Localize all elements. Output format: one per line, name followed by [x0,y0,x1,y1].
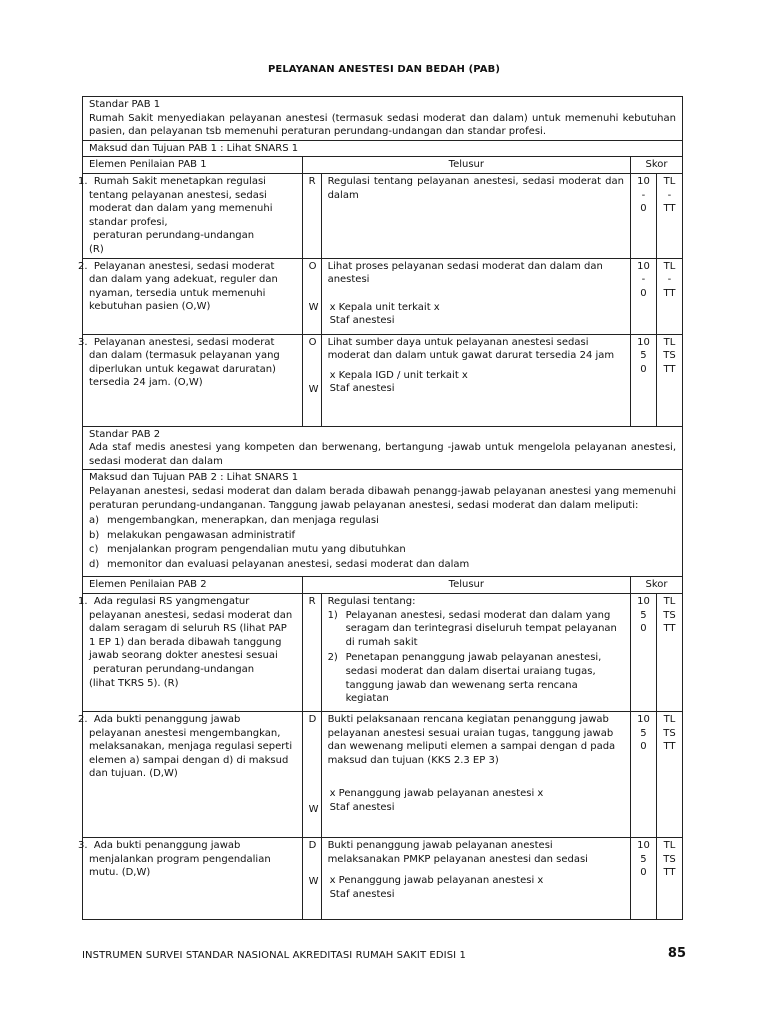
code: W [308,875,319,887]
maksud-tujuan-text: Pelayanan anestesi, sedasi moderat dan dalam berada dibawah penangg-jawab pelayanan anestesi yang memenuhi peraturan perundang-undanganan. Tanggung jawab pelayanan anestesi, sedasi moderat dan dalam meliputi: [89,485,676,511]
header-skor: Skor [631,577,683,594]
page-footer: INSTRUMEN SURVEI STANDAR NASIONAL AKREDITASI RUMAH SAKIT EDISI 1 [82,950,466,961]
ep1-header-row [83,157,683,174]
code: R [302,594,321,712]
page-number: 85 [667,946,686,961]
standard-text: Rumah Sakit menyediakan pelayanan anestesi (termasuk sedasi moderat dan dalam) untuk memenuhi kebutuhan pasien, dan pelayanan tsb memenuhi peraturan perundang-undangan dan standar profesi. [89,112,676,138]
elemen-text: Pelayanan anestesi, sedasi moderat dan dalam (termasuk pelayanan yang diperlukan untuk kegawat daruratan) tersedia 24 jam. (O,W) [89,336,280,389]
code: D [308,714,317,726]
elemen-text: Pelayanan anestesi, sedasi moderat dan dalam yang adekuat, reguler dan nyaman, tersedia untuk memenuhi kebutuhan pasien (O,W) [89,260,278,313]
score-values: 10 5 0 [631,712,657,838]
code: D [308,840,317,852]
score-labels: TL - TT [656,258,682,334]
telusur-text: Regulasi tentang pelayanan anestesi, sedasi moderat dan dalam [321,173,630,258]
elemen-text: Ada bukti penanggung jawab pelayanan anestesi mengembangkan, melaksanakan, menjaga regulasi seperti elemen a) sampai dengan d) di maksud dan tujuan. (D,W) [89,714,293,780]
code: O [308,260,317,272]
code: W [308,803,319,815]
standard-text: Ada staf medis anestesi yang kompeten dan berwenang, bertangung -jawab untuk mengelola pelayanan anestesi, sedasi moderat dan dalam [89,442,676,467]
telusur-text: Lihat proses pelayanan sedasi moderat dan dalam dan anestesi [327,260,603,286]
maksud-tujuan-pab1-row [83,140,683,157]
telusur-wawancara: x Penanggung jawab pelayanan anestesi x [329,788,544,800]
list-item: 1) Pelayanan anestesi, sedasi moderat dan dalam yang seragam dan terintegrasi diseluruh tempat pelayanan di rumah sakit [327,609,617,648]
header-elemen: Elemen Penilaian PAB 2 [83,577,303,594]
maksud-tujuan-text: Maksud dan Tujuan PAB 1 : Lihat SNARS 1 [83,140,683,157]
code: O [308,336,317,348]
score-labels: TL TS TT [656,334,682,426]
maksud-tujuan-heading: Maksud dan Tujuan PAB 2 : Lihat SNARS 1 [89,472,299,484]
table-row: 2. Pelayanan anestesi, sedasi moderat dan dalam yang adekuat, reguler dan nyaman, tersedia untuk memenuhi kebutuhan pasien (O,W) O W Lihat proses pelayanan sedasi moderat dan dalam dan anestesi x Kepala unit terkait x Staf anestesi 10 - 0 TL - TT [83,258,683,334]
elemen-text: Rumah Sakit menetapkan regulasi tentang pelayanan anestesi, sedasi moderat dan dalam yang memenuhi standar profesi, [89,175,273,228]
header-telusur: Telusur [302,577,630,594]
score-labels: TL TS TT [656,594,682,712]
telusur-wawancara: x Kepala unit terkait x [329,301,440,313]
elemen-text: Ada regulasi RS yangmengatur pelayanan anestesi, sedasi moderat dan dalam seragam di seluruh RS (lihat PAP 1 EP 1) dan berada dibawah tanggung jawab seorang dokter anestesi sesuai [89,596,293,662]
telusur-wawancara: x Penanggung jawab pelayanan anestesi x [329,875,544,887]
score-values: 10 5 0 [631,838,657,920]
score-values: 10 - 0 [631,173,657,258]
telusur-text: Bukti penanggung jawab pelayanan anestesi melaksanakan PMKP pelayanan anestesi dan sedasi [327,840,588,865]
header-skor: Skor [631,157,683,174]
list-item: c) menjalankan program pengendalian mutu yang dibutuhkan [89,544,406,556]
page-title: PELAYANAN ANESTESI DAN BEDAH (PAB) [267,64,501,75]
score-labels: TL - TT [656,173,682,258]
ep2-header-row [83,577,683,594]
telusur-wawancara: x Kepala IGD / unit terkait x [329,369,468,381]
regulation-list [328,609,624,706]
code: W [308,384,319,396]
elemen-text: Ada bukti penanggung jawab menjalankan program pengendalian mutu. (D,W) [89,840,271,879]
score-labels: TL TS TT [656,838,682,920]
standard-pab2-row [83,426,683,470]
list-item: 2) Penetapan penanggung jawab pelayanan anestesi, sedasi moderat dan dalam disertai uraiang tugas, tanggung jawab dan wewenang serta rencana kegiatan [327,652,602,705]
maksud-tujuan-pab2-row [83,470,683,577]
code: W [308,302,319,314]
table-row: 3. Pelayanan anestesi, sedasi moderat dan dalam (termasuk pelayanan yang diperlukan untuk kegawat daruratan) tersedia 24 jam. (O,W) O W Lihat sumber daya untuk pelayanan anestesi sedasi moderat dan dalam untuk gawat darurat tersedia 24 jam x Kepala IGD / unit terkait x Staf anestesi 10 5 0 TL TS TT [83,334,683,426]
score-values: 10 - 0 [631,258,657,334]
list-item: d) memonitor dan evaluasi pelayanan anestesi, sedasi moderat dan dalam [89,558,470,570]
header-telusur: Telusur [302,157,630,174]
score-values: 10 5 0 [631,594,657,712]
table-row: 1. Ada regulasi RS yangmengatur pelayanan anestesi, sedasi moderat dan dalam seragam di seluruh RS (lihat PAP 1 EP 1) dan berada dibawah tanggung jawab seorang dokter anestesi sesuai peraturan perundang-undangan (lihat TKRS 5). (R) R Regulasi tentang: 1) Pelayanan anestesi, sedasi moderat dan dalam yang seragam dan terintegrasi diseluruh tempat pelayanan di rumah sakit 2) Penetapan penanggung jawab pelayanan anestesi, sedasi moderat dan dalam disertai uraiang tugas, tanggung jawab dan wewenang serta rencana kegiatan 10 5 0 TL TS TT [83,594,683,712]
responsibility-list [89,514,676,571]
score-values: 10 5 0 [631,334,657,426]
standard-pab1-row [83,97,683,141]
standard-heading: Standar PAB 2 [89,428,161,440]
table-row: 2. Ada bukti penanggung jawab pelayanan anestesi mengembangkan, melaksanakan, menjaga regulasi seperti elemen a) sampai dengan d) di maksud dan tujuan. (D,W) D W Bukti pelaksanaan rencana kegiatan penanggung jawab pelayanan anestesi sesuai uraian tugas, tanggung jawab dan wewenang meliputi elemen a sampai dengan d pada maksud dan tujuan (KKS 2.3 EP 3) x Penanggung jawab pelayanan anestesi x Staf anestesi 10 5 0 TL TS TT [83,712,683,838]
list-item: a) mengembangkan, menerapkan, dan menjaga regulasi [89,515,379,527]
telusur-text: Regulasi tentang: [327,596,416,608]
list-item: b) melakukan pengawasan administratif [89,529,296,541]
table-row: 3. Ada bukti penanggung jawab menjalankan program pengendalian mutu. (D,W) D W Bukti penanggung jawab pelayanan anestesi melaksanakan PMKP pelayanan anestesi dan sedasi x Penanggung jawab pelayanan anestesi x Staf anestesi 10 5 0 TL TS TT [83,838,683,920]
standard-heading: Standar PAB 1 [89,99,161,110]
header-elemen: Elemen Penilaian PAB 1 [83,157,303,174]
code: R [302,173,321,258]
standards-table [78,96,683,920]
telusur-text: Lihat sumber daya untuk pelayanan anestesi sedasi moderat dan dalam untuk gawat darurat tersedia 24 jam [327,336,615,362]
telusur-text: Bukti pelaksanaan rencana kegiatan penanggung jawab pelayanan anestesi sesuai uraian tugas, tanggung jawab dan wewenang meliputi elemen a sampai dengan d pada maksud dan tujuan (KKS 2.3 EP 3) [327,714,616,766]
table-row: 1. Rumah Sakit menetapkan regulasi tentang pelayanan anestesi, sedasi moderat dan dalam yang memenuhi standar profesi, peraturan perundang-undangan (R) R Regulasi tentang pelayanan anestesi, sedasi moderat dan dalam 10 - 0 TL - TT [83,173,683,258]
score-labels: TL TS TT [656,712,682,838]
